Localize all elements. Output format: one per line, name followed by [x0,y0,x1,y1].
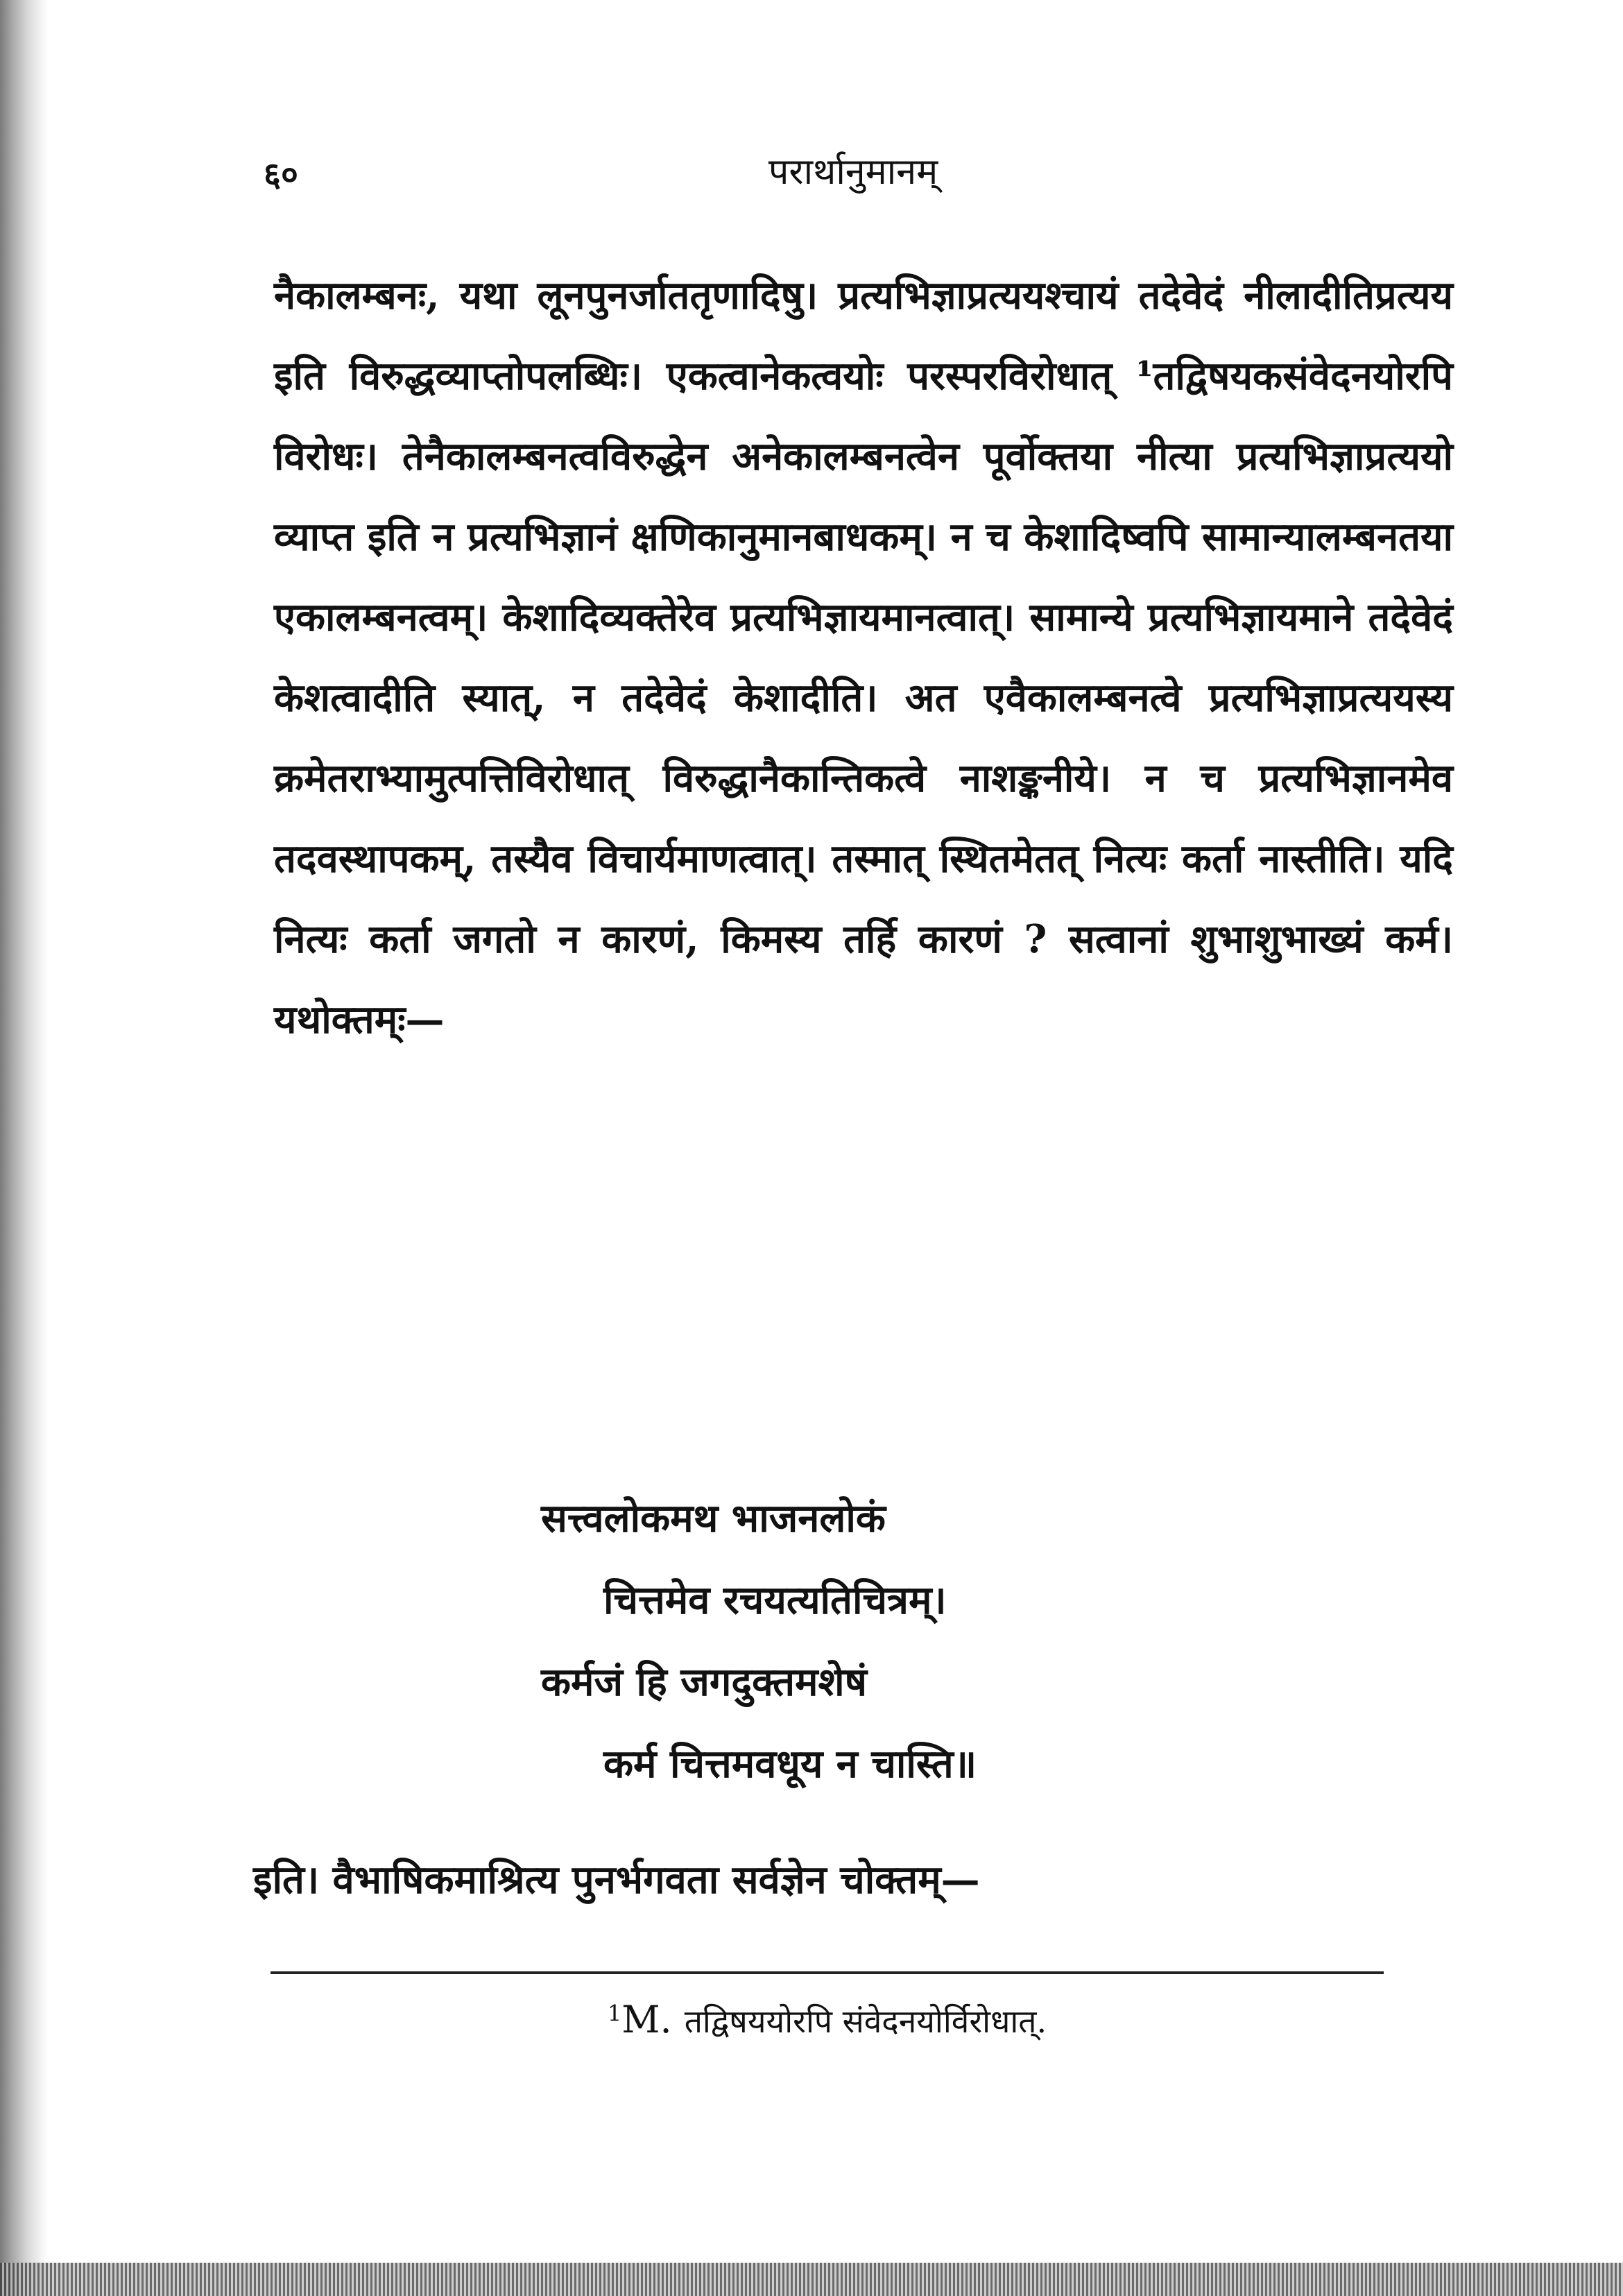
running-head: परार्थानुमानम् [768,151,938,193]
verse-line-1: सत्त्वलोकमथ भाजनलोकं [541,1496,886,1541]
closing-line: इति। वैभाषिकमाश्रित्य पुनर्भगवता सर्वज्ञेन चोक्तम्— [253,1857,980,1903]
verse-block [541,1477,1373,1805]
footnote-text: तद्विषययोरपि संवेदनयोर्विरोधात्. [684,2003,1047,2040]
verse-line-2: चित्तमेव रचयत्यतिचित्रम्। [603,1577,947,1623]
paragraph-text: नैकालम्बनः, यथा लूनपुनर्जाततृणादिषु। प्रत्यभिज्ञाप्रत्ययश्चायं तदेवेदं नीलादीतिप्रत्यय इति विरुद्धव्याप्तोपलब्धिः। एकत्वानेकत्वयोः परस्परविरोधात् ¹तद्विषयकसंवेदनयोरपि विरोधः। तेनैकालम्बनत्वविरुद्धेन अनेकालम्बनत्वेन पूर्वोक्तया नीत्या प्रत्यभिज्ञाप्रत्ययो व्याप्त इति न प्रत्यभिज्ञानं क्षणिकानुमानबाधकम्। न च केशादिष्वपि सामान्यालम्बनतया एकालम्बनत्वम्। केशादिव्यक्तेरेव प्रत्यभिज्ञायमानत्वात्। सामान्ये प्रत्यभिज्ञायमाने तदेवेदं केशत्वादीति स्यात्, न तदेवेदं केशादीति। अत एवैकालम्बनत्वे प्रत्यभिज्ञाप्रत्ययस्य क्रमेतराभ्यामुत्पत्तिविरोधात् विरुद्धानैकान्तिकत्वे नाशङ्कनीये। न च प्रत्यभिज्ञानमेव तदवस्थापकम्, तस्यैव विचार्यमाणत्वात्। तस्मात् स्थितमेतत् नित्यः कर्ता नास्तीति। यदि नित्यः कर्ता जगतो न कारणं, किमस्य तर्हि कारणं ? सत्वानां शुभाशुभाख्यं कर्म। यथोक्तम्ः— [274,273,1454,1043]
scanned-bottom-edge [0,2263,1623,2296]
page-header [264,146,1443,208]
footnote-divider [270,1971,1384,1974]
body-paragraph [274,255,1453,1060]
page-number: ६० [264,155,298,194]
verse-line-3: कर्मजं हि जगदुक्तमशेषं [541,1659,867,1705]
footnote [270,1998,1384,2042]
verse-line-4: कर्म चित्तमवधूय न चास्ति॥ [603,1741,977,1787]
footnote-manuscript-siglum: M. [621,1998,672,2041]
footnote-marker: 1 [607,2000,622,2027]
scanned-page-edge [0,0,49,2296]
